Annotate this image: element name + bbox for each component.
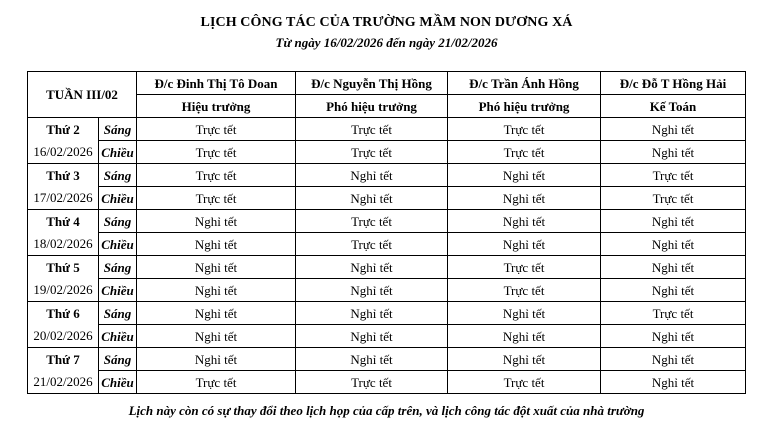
duty-cell: Trực tết [137, 118, 296, 141]
day-label: Thứ 4 [28, 210, 99, 233]
duty-cell: Nghỉ tết [448, 164, 601, 187]
duty-cell: Nghỉ tết [448, 210, 601, 233]
duty-cell: Nghỉ tết [448, 348, 601, 371]
page-title: LỊCH CÔNG TÁC CỦA TRƯỜNG MẦM NON DƯƠNG XÁ [200, 15, 573, 30]
duty-cell: Nghỉ tết [296, 164, 448, 187]
schedule-row [28, 302, 746, 325]
duty-cell: Nghỉ tết [601, 256, 746, 279]
duty-cell: Nghỉ tết [137, 279, 296, 302]
staff-role: Phó hiệu trưởng [448, 95, 601, 118]
staff-name: Đ/c Đinh Thị Tô Doan [137, 72, 296, 95]
duty-cell: Nghỉ tết [601, 325, 746, 348]
staff-name: Đ/c Nguyễn Thị Hồng [296, 72, 448, 95]
schedule-row [28, 187, 746, 210]
schedule-row [28, 210, 746, 233]
day-date: 21/02/2026 [28, 371, 99, 394]
day-date: 20/02/2026 [28, 325, 99, 348]
duty-cell: Trực tết [601, 164, 746, 187]
duty-cell: Nghỉ tết [601, 141, 746, 164]
week-label: TUẦN III/02 [28, 72, 137, 118]
duty-cell: Trực tết [448, 279, 601, 302]
day-date: 17/02/2026 [28, 187, 99, 210]
duty-cell: Trực tết [137, 164, 296, 187]
duty-cell: Trực tết [296, 371, 448, 394]
duty-cell: Nghỉ tết [448, 302, 601, 325]
day-label: Thứ 2 [28, 118, 99, 141]
duty-cell: Trực tết [448, 141, 601, 164]
duty-cell: Nghỉ tết [448, 325, 601, 348]
duty-cell: Trực tết [296, 233, 448, 256]
schedule-table [27, 71, 746, 394]
duty-cell: Trực tết [296, 210, 448, 233]
duty-cell: Nghỉ tết [137, 348, 296, 371]
session-label: Sáng [99, 210, 137, 233]
duty-cell: Trực tết [448, 118, 601, 141]
duty-cell: Nghỉ tết [601, 279, 746, 302]
session-label: Chiều [99, 371, 137, 394]
day-label: Thứ 7 [28, 348, 99, 371]
schedule-row [28, 141, 746, 164]
session-label: Chiều [99, 279, 137, 302]
duty-cell: Nghỉ tết [601, 210, 746, 233]
duty-cell: Trực tết [601, 187, 746, 210]
schedule-row [28, 118, 746, 141]
schedule-row [28, 164, 746, 187]
duty-cell: Nghỉ tết [296, 348, 448, 371]
session-label: Chiều [99, 187, 137, 210]
staff-role: Hiệu trưởng [137, 95, 296, 118]
session-label: Sáng [99, 348, 137, 371]
duty-cell: Nghỉ tết [296, 325, 448, 348]
staff-role: Phó hiệu trưởng [296, 95, 448, 118]
session-label: Chiều [99, 141, 137, 164]
duty-cell: Nghỉ tết [448, 233, 601, 256]
duty-cell: Trực tết [137, 371, 296, 394]
duty-cell: Trực tết [448, 256, 601, 279]
session-label: Chiều [99, 325, 137, 348]
schedule-row [28, 256, 746, 279]
staff-name: Đ/c Trần Ánh Hồng [448, 72, 601, 95]
day-date: 16/02/2026 [28, 141, 99, 164]
session-label: Sáng [99, 256, 137, 279]
duty-cell: Trực tết [137, 141, 296, 164]
footer-note: Lịch này còn có sự thay đổi theo lịch họp của cấp trên, và lịch công tác đột xuất của nhà trường [128, 403, 645, 418]
duty-cell: Nghỉ tết [296, 187, 448, 210]
duty-cell: Nghỉ tết [137, 256, 296, 279]
duty-cell: Nghỉ tết [601, 371, 746, 394]
duty-cell: Nghỉ tết [137, 325, 296, 348]
staff-role: Kế Toán [601, 95, 746, 118]
duty-cell: Nghỉ tết [296, 256, 448, 279]
staff-name: Đ/c Đỗ T Hồng Hải [601, 72, 746, 95]
day-label: Thứ 3 [28, 164, 99, 187]
duty-cell: Nghỉ tết [296, 279, 448, 302]
duty-cell: Trực tết [296, 141, 448, 164]
session-label: Sáng [99, 118, 137, 141]
day-date: 19/02/2026 [28, 279, 99, 302]
session-label: Sáng [99, 164, 137, 187]
schedule-row [28, 279, 746, 302]
day-label: Thứ 5 [28, 256, 99, 279]
schedule-row [28, 233, 746, 256]
duty-cell: Nghỉ tết [601, 118, 746, 141]
day-date: 18/02/2026 [28, 233, 99, 256]
date-range-subtitle: Từ ngày 16/02/2026 đến ngày 21/02/2026 [275, 35, 498, 50]
duty-cell: Nghỉ tết [137, 233, 296, 256]
duty-cell: Nghỉ tết [601, 348, 746, 371]
schedule-row [28, 348, 746, 371]
session-label: Chiều [99, 233, 137, 256]
schedule-row [28, 371, 746, 394]
duty-cell: Trực tết [137, 187, 296, 210]
duty-cell: Trực tết [601, 302, 746, 325]
duty-cell: Nghỉ tết [448, 187, 601, 210]
session-label: Sáng [99, 302, 137, 325]
duty-cell: Nghỉ tết [137, 210, 296, 233]
header-row-names [28, 72, 746, 95]
duty-cell: Nghỉ tết [296, 302, 448, 325]
duty-cell: Nghỉ tết [601, 233, 746, 256]
duty-cell: Trực tết [448, 371, 601, 394]
day-label: Thứ 6 [28, 302, 99, 325]
schedule-row [28, 325, 746, 348]
duty-cell: Nghỉ tết [137, 302, 296, 325]
duty-cell: Trực tết [296, 118, 448, 141]
